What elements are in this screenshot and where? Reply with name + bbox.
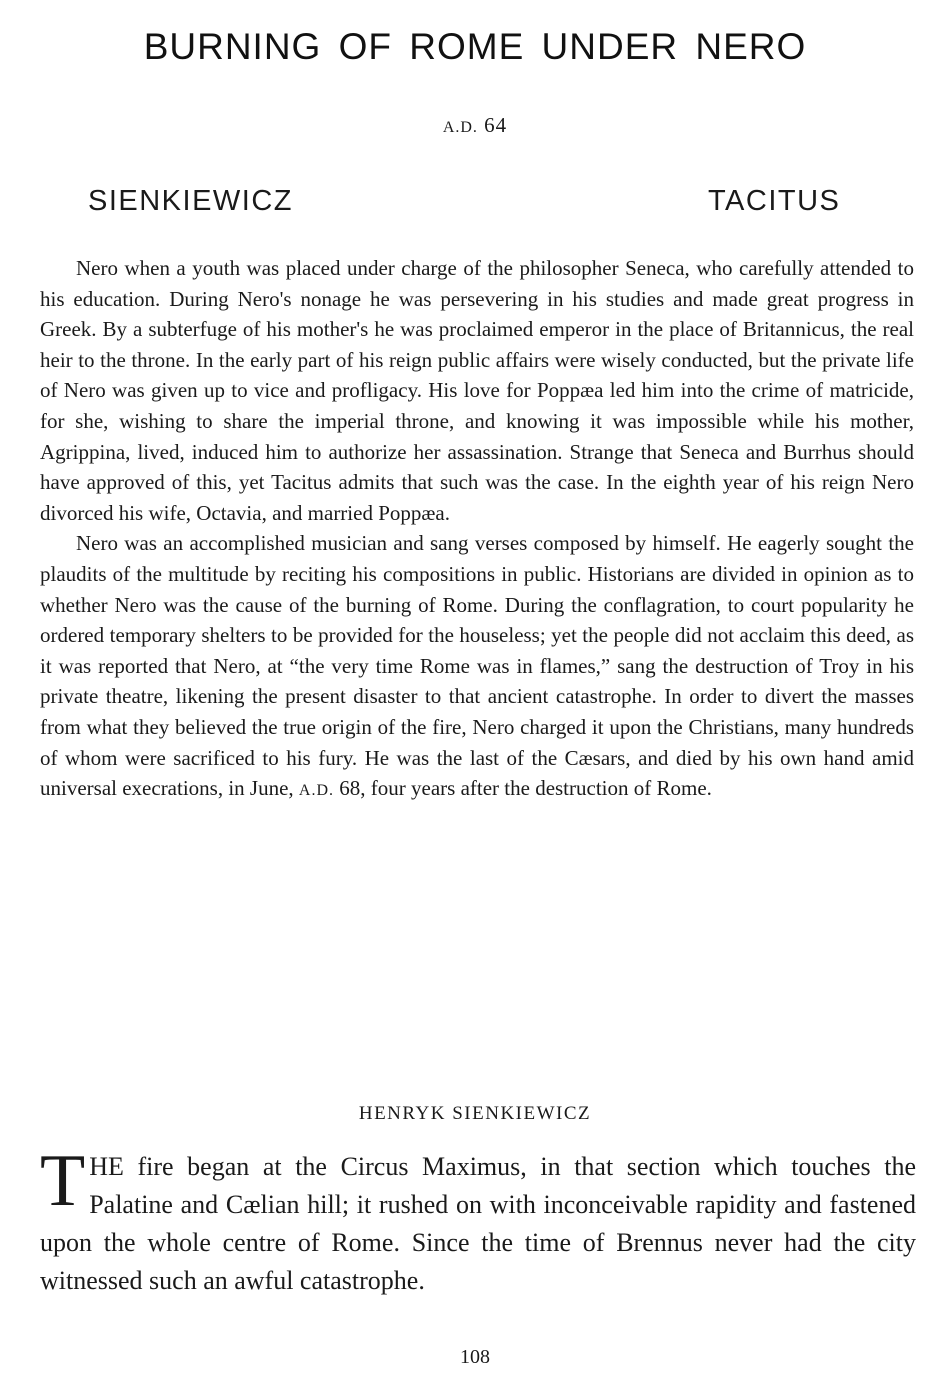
author-left: SIENKIEWICZ: [88, 185, 294, 217]
intro-paragraph-2: [40, 528, 914, 806]
section-author: HENRYK SIENKIEWICZ: [358, 1103, 592, 1124]
intro-paragraph-2-era: A.D.: [298, 782, 335, 800]
drop-cap: T: [40, 1140, 86, 1222]
author-right: TACITUS: [708, 185, 841, 217]
section-text: [40, 1140, 916, 1300]
date-era: A.D.: [442, 119, 478, 136]
chapter-title: BURNING OF ROME UNDER NERO: [143, 26, 807, 67]
intro-paragraph-1: Nero when a youth was placed under charge of the philosopher Seneca, who carefully attended to his education. During Nero's nonage he was persevering in his studies and made great progress in Greek. By a subterfuge of his mother's he was proclaimed emperor in the place of Britannicus, the real heir to the throne. In the early part of his reign public affairs were wisely conducted, but the private life of Nero was given up to vice and profligacy. His love for Poppæa led him into the crime of matricide, for she, wishing to share the imperial throne, and knowing it was impossible while his mother, Agrippina, lived, induced him to authorize her assassination. Strange that Seneca and Burrhus should have approved of this, yet Tacitus admits that such was the case. In the eighth year of his reign Nero divorced his wife, Octavia, and married Poppæa.: [40, 256, 914, 525]
chapter-date: [0, 113, 950, 138]
section-body: HE fire began at the Circus Maximus, in that section which touches the Palatine and Cælian hill; it rushed on with inconceivable rapidity and fastened upon the whole centre of Rome. Since the time of Brennus never had the city witnessed such an awful catastrophe.: [40, 1152, 916, 1295]
date-year: 64: [484, 113, 508, 137]
intro-paragraph-2-text: Nero was an accomplished musician and sang verses composed by himself. He eagerly sought the plaudits of the multitude by reciting his compositions in public. Historians are divided in opinion as to whether Nero was the cause of the burning of Rome. During the conflagration, to court popularity he ordered temporary shelters to be provided for the houseless; yet the people did not acclaim this deed, as it was reported that Nero, at “the very time Rome was in flames,” sang the destruction of Troy in his private theatre, likening the present disaster to that ancient catastrophe. In order to divert the masses from what they believed the true origin of the fire, Nero charged it upon the Christians, many hundreds of whom were sacrificed to his fury. He was the last of the Cæsars, and died by his own hand amid universal execrations, in June,: [40, 531, 914, 801]
introduction: [40, 253, 914, 807]
page-number: 108: [460, 1346, 490, 1368]
intro-paragraph-2-ending: 68, four years after the destruction of Rome.: [339, 776, 712, 801]
